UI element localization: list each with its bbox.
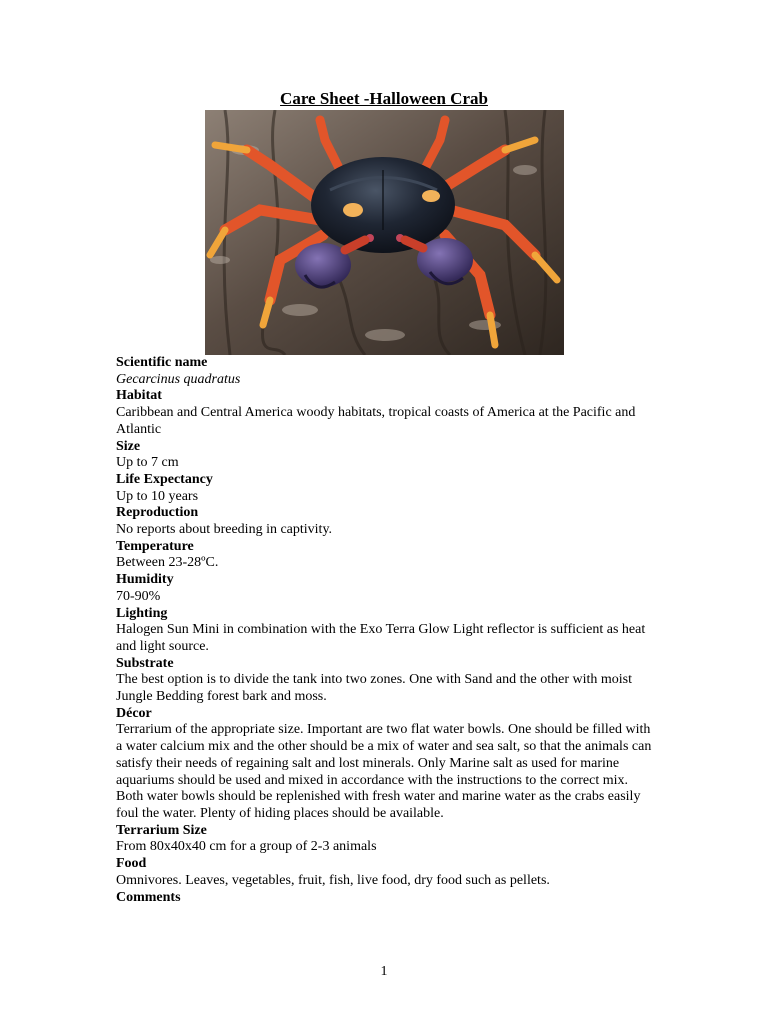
section-decor [116, 706, 656, 823]
section-life-expectancy [116, 472, 656, 505]
section-body: Caribbean and Central America woody habitats, tropical coasts of America at the Pacific and Atlantic [116, 405, 636, 437]
section-body: Up to 10 years [116, 488, 199, 504]
section-heading: Terrarium Size [116, 822, 207, 838]
section-heading: Substrate [116, 655, 174, 671]
section-comments [116, 890, 656, 907]
page-title: Care Sheet -Halloween Crab [280, 89, 488, 108]
section-body: Between 23-28ºC. [116, 555, 219, 571]
section-body: Gecarcinus quadratus [116, 371, 241, 387]
section-scientific-name [116, 355, 656, 388]
section-body: Halogen Sun Mini in combination with the Exo Terra Glow Light reflector is sufficient as heat and light source. [116, 622, 646, 654]
section-heading: Décor [116, 705, 152, 721]
section-habitat [116, 388, 656, 438]
section-food [116, 856, 656, 889]
section-temperature [116, 539, 656, 572]
section-size [116, 439, 656, 472]
section-substrate [116, 656, 656, 706]
section-heading: Humidity [116, 572, 174, 588]
section-reproduction [116, 505, 656, 538]
section-heading: Habitat [116, 388, 162, 404]
section-body: No reports about breeding in captivity. [116, 522, 333, 538]
section-heading: Lighting [116, 605, 168, 621]
section-lighting [116, 606, 656, 656]
section-body: Up to 7 cm [116, 455, 179, 471]
section-heading: Reproduction [116, 505, 199, 521]
section-heading: Temperature [116, 538, 194, 554]
section-heading: Comments [116, 889, 181, 905]
section-body: From 80x40x40 cm for a group of 2-3 animals [116, 839, 377, 855]
section-humidity [116, 572, 656, 605]
care-sheet-content [116, 355, 656, 906]
section-body: Omnivores. Leaves, vegetables, fruit, fish, live food, dry food such as pellets. [116, 872, 550, 888]
section-heading: Scientific name [116, 355, 208, 370]
section-body: 70-90% [116, 588, 161, 604]
section-heading: Size [116, 438, 141, 454]
page-number: 1 [380, 964, 388, 979]
section-body: Terrarium of the appropriate size. Important are two flat water bowls. One should be filled with a water calcium mix and the other should be a mix of water and sea salt, so that the animals can satisfy their needs of regaining salt and lost minerals. Only Marine salt as used for marine aquariums should be used and mixed in accordance with the instructions to the correct mix. Both water bowls should be replenished with fresh water and marine water as the crabs easily foul the water. Plenty of hiding places should be available. [116, 722, 652, 821]
halloween-crab-photo [205, 110, 564, 355]
section-body: The best option is to divide the tank into two zones. One with Sand and the other with moist Jungle Bedding forest bark and moss. [116, 672, 632, 705]
section-terrarium-size [116, 823, 656, 856]
section-heading: Life Expectancy [116, 471, 213, 487]
section-heading: Food [116, 856, 147, 872]
